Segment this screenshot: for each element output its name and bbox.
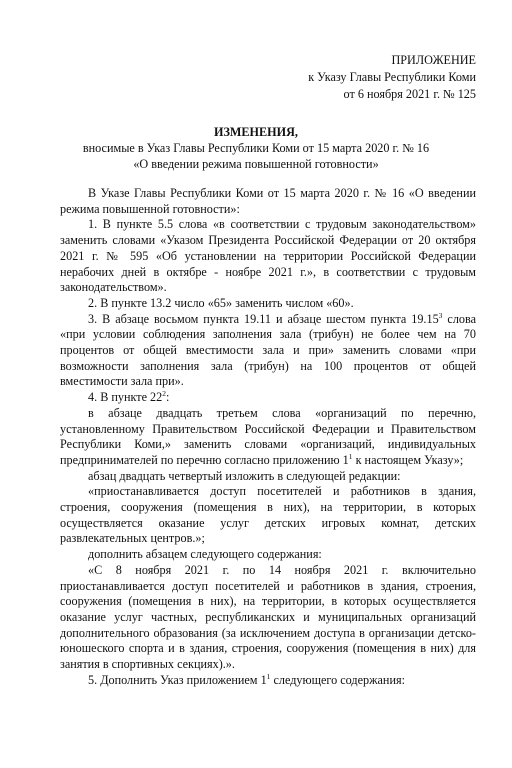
item-4-subparagraph-3: «приостанавливается доступ посетителей и работников в здания, строения, сооружения (помещения в них), на территории, в которых осуществляется оказание услуг детских игровых комнат, детских развлекательных центров.»; (60, 484, 476, 546)
item-3-text-end: слова «при условии соблюдения заполнения зала (трибун) не более чем на 70 процентов от общей вместимости зала и при» заменить словами «при возможности заполнения зала (трибун) на 100 процентов от общей вместимости зала при». (60, 311, 476, 389)
item-5-paragraph (60, 673, 476, 689)
appendix-decree-ref: к Указу Главы Республики Коми (308, 70, 476, 84)
item-3-paragraph (60, 312, 476, 391)
item-5-text-start: 5. Дополнить Указ приложением 1 (88, 672, 267, 687)
item-4-subparagraph-2: абзац двадцать четвертый изложить в следующей редакции: (88, 468, 401, 483)
intro-paragraph: В Указе Главы Республики Коми от 15 марта 2020 г. № 16 «О введении режима повышенной готовности»: (60, 186, 476, 216)
appendix-block (308, 52, 476, 103)
item-3-superscript: 3 (438, 310, 443, 320)
item-4-subparagraph-1 (60, 406, 476, 469)
appendix-label: ПРИЛОЖЕНИЕ (391, 53, 476, 67)
item-4-sub-1-superscript: 1 (348, 451, 353, 461)
item-4-subparagraph-4: дополнить абзацем следующего содержания: (88, 547, 322, 562)
appendix-date-number: от 6 ноября 2021 г. № 125 (343, 87, 476, 101)
document-subtitle: вносимые в Указ Главы Республики Коми от 15 марта 2020 г. № 16 (82, 141, 430, 155)
document-body (60, 186, 476, 689)
item-4-superscript: 2 (162, 389, 166, 399)
item-4-sub-1-text-end: к настоящем Указу»; (352, 452, 464, 467)
item-3-text-start: 3. В абзаце восьмом пункта 19.11 и абзаце шестом пункта 19.15 (88, 311, 439, 326)
document-subtitle-decree-name: «О введении режима повышенной готовности» (133, 157, 379, 171)
item-4-subparagraph-5: «С 8 ноября 2021 г. по 14 ноября 2021 г. включительно приостанавливается доступ посетителей и работников в здания, строения, сооружения (помещения в них), на территории, в которых осуществляется оказание услуг частных, республиканских и муниципальных организаций дополнительного образования (за исключением доступа в организации детско-юношеского спорта и в здания, строения, сооружения (помещения в них) для занятия в спортивных секциях).». (60, 562, 476, 672)
item-5-text-end: следующего содержания: (270, 672, 405, 687)
item-4-text-start: 4. В пункте 22 (88, 390, 163, 405)
document-header (0, 124, 512, 172)
item-4-paragraph (60, 390, 476, 406)
item-4-text-end: : (165, 390, 170, 405)
item-5-superscript: 1 (266, 671, 271, 681)
item-4-sub-1-text-start: в абзаце двадцать третьем слова «организаций по перечню, установленному Правительством Российской Федерации и Правительством Республики Коми,» заменить словами «организаций, индивидуальных предпринимателей по перечню согласно приложению 1 (60, 405, 476, 467)
item-2-paragraph: 2. В пункте 13.2 число «65» заменить числом «60». (88, 295, 354, 310)
item-1-paragraph: 1. В пункте 5.5 слова «в соответствии с трудовым законодательством» заменить словами «Указом Президента Российской Федерации от 20 октября 2021 г. № 595 «Об установлении на территории Российской Федерации нерабочих дней в октябре - ноябре 2021 г.», в соответствии с трудовым законодательством». (60, 217, 476, 295)
document-title: ИЗМЕНЕНИЯ, (214, 125, 298, 139)
